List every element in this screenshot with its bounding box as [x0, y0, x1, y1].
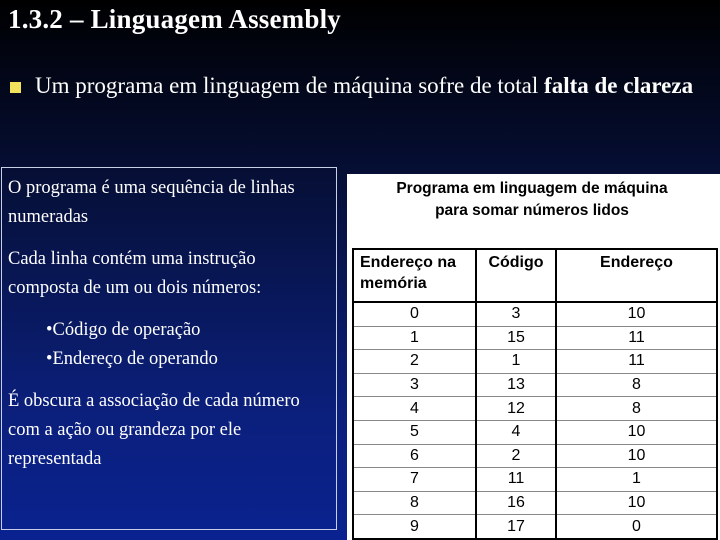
table-row: [353, 420, 717, 444]
cell-code: 4: [476, 420, 556, 444]
cell-code: 11: [476, 468, 556, 492]
cell-address: 10: [556, 420, 717, 444]
table-row: [353, 515, 717, 539]
header-code: Código: [476, 249, 556, 302]
cell-address: 10: [556, 302, 717, 326]
cell-address: 8: [556, 373, 717, 397]
header-address: Endereço: [556, 249, 717, 302]
table-row: [353, 302, 717, 326]
bullet-text-normal: Um programa em linguagem de máquina sofre de total: [35, 73, 545, 98]
cell-memory-address: 8: [353, 491, 476, 515]
table-row: [353, 491, 717, 515]
cell-memory-address: 9: [353, 515, 476, 539]
bullet-point: [10, 70, 700, 102]
slide-title: 1.3.2 – Linguagem Assembly: [8, 4, 341, 34]
square-bullet-icon: [10, 82, 21, 93]
cell-memory-address: 7: [353, 468, 476, 492]
cell-memory-address: 5: [353, 420, 476, 444]
program-table-panel: [347, 174, 720, 540]
table-header-row: [353, 249, 717, 302]
explanation-item-opcode: •Código de operação: [46, 320, 201, 340]
cell-memory-address: 2: [353, 350, 476, 374]
cell-address: 10: [556, 491, 717, 515]
table-row: [353, 397, 717, 421]
header-memory-address: Endereço na memória: [353, 249, 476, 302]
table-row: [353, 326, 717, 350]
cell-address: 10: [556, 444, 717, 468]
table-row: [353, 468, 717, 492]
cell-code: 2: [476, 444, 556, 468]
cell-memory-address: 1: [353, 326, 476, 350]
cell-address: 8: [556, 397, 717, 421]
cell-code: 3: [476, 302, 556, 326]
cell-address: 11: [556, 326, 717, 350]
cell-code: 16: [476, 491, 556, 515]
cell-code: 1: [476, 350, 556, 374]
cell-memory-address: 4: [353, 397, 476, 421]
explanation-paragraph-1: O programa é uma sequência de linhas numeradas: [8, 178, 295, 227]
cell-address: 11: [556, 350, 717, 374]
table-row: [353, 350, 717, 374]
explanation-box: [1, 167, 337, 530]
cell-memory-address: 0: [353, 302, 476, 326]
cell-code: 17: [476, 515, 556, 539]
explanation-paragraph-3: É obscura a associação de cada número com a ação ou grandeza por ele representada: [8, 391, 300, 469]
bullet-text-bold: falta de clareza: [544, 73, 694, 98]
cell-code: 15: [476, 326, 556, 350]
bullet-text: [35, 70, 700, 102]
cell-address: 0: [556, 515, 717, 539]
table-row: [353, 373, 717, 397]
explanation-item-operand: •Endereço de operando: [46, 349, 218, 369]
cell-address: 1: [556, 468, 717, 492]
table-title-line-1: Programa em linguagem de máquina: [396, 180, 668, 197]
machine-code-table: [352, 248, 718, 540]
table-title: [347, 178, 717, 222]
cell-code: 13: [476, 373, 556, 397]
table-row: [353, 444, 717, 468]
cell-code: 12: [476, 397, 556, 421]
cell-memory-address: 6: [353, 444, 476, 468]
explanation-items: [46, 316, 328, 374]
table-title-line-2: para somar números lidos: [435, 202, 629, 219]
explanation-paragraph-2: Cada linha contém uma instrução composta de um ou dois números:: [8, 249, 262, 298]
cell-memory-address: 3: [353, 373, 476, 397]
